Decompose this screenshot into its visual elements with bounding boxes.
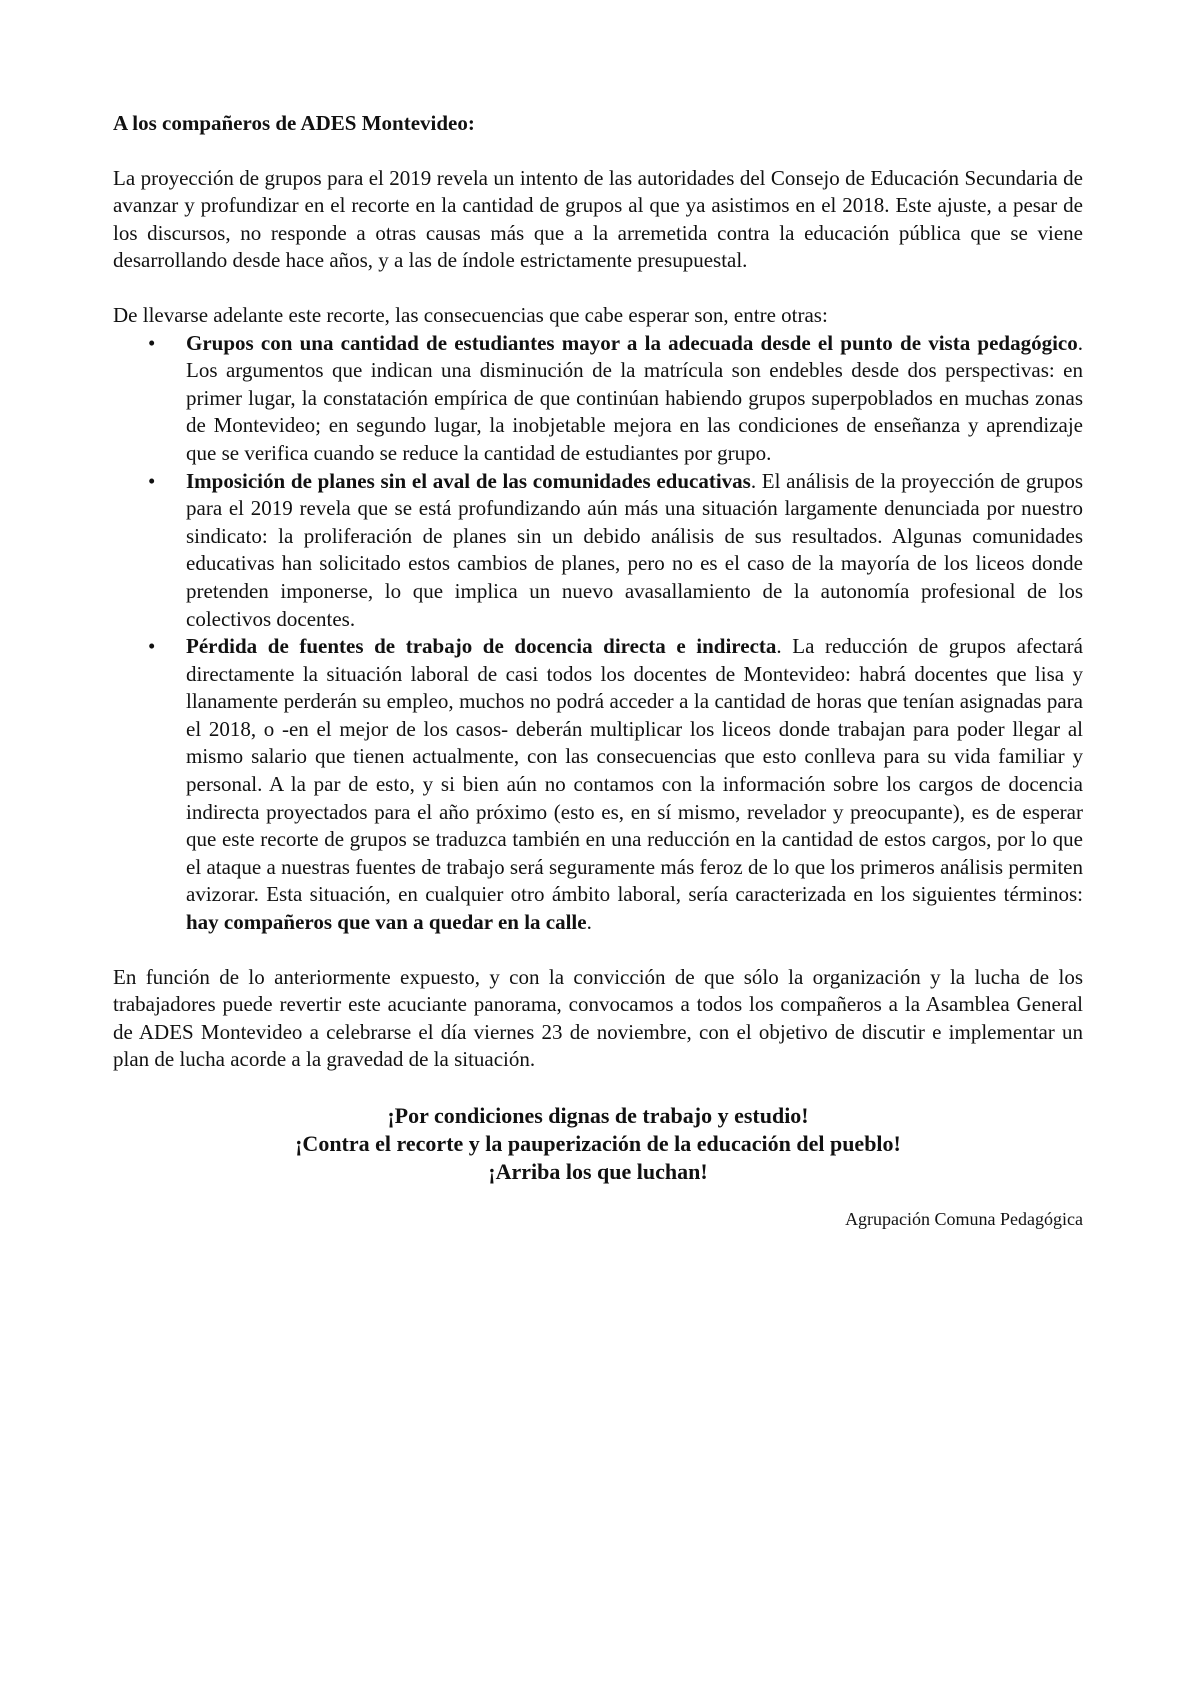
slogan-line: ¡Por condiciones dignas de trabajo y estudio! [387, 1103, 809, 1128]
greeting-heading: A los compañeros de ADES Montevideo: [113, 111, 475, 135]
document-page [113, 110, 1083, 1234]
consequence-body: . El análisis de la proyección de grupos para el 2019 revela que se está profundizando aún más una situación largamente denunciada por nuestro sindicato: la proliferación de planes sin un debido análisis de sus resultados. Algunas comunidades educativas han solicitado estos cambios de planes, pero no es el caso de la mayoría de los liceos donde pretenden imponerse, lo que implica un nuevo avasallamiento de la autonomía profesional de los colectivos docentes. [186, 468, 1083, 631]
slogan-line: ¡Arriba los que luchan! [488, 1159, 708, 1184]
consequence-title: Imposición de planes sin el aval de las comunidades educativas [186, 468, 751, 493]
bullet-icon: • [148, 468, 156, 493]
consequence-item [148, 330, 1083, 468]
consequences-lead: De llevarse adelante este recorte, las consecuencias que cabe esperar son, entre otras: [113, 302, 828, 327]
consequence-title: Grupos con una cantidad de estudiantes mayor a la adecuada desde el punto de vista pedagógico [186, 330, 1078, 355]
consequence-body: . Los argumentos que indican una disminución de la matrícula son endebles desde dos perspectivas: en primer lugar, la constatación empírica de que continúan habiendo grupos superpoblados en muchas zonas de Montevideo; en segundo lugar, la inobjetable mejora en las condiciones de enseñanza y aprendizaje que se verifica cuando se reduce la cantidad de estudiantes por grupo. [186, 330, 1083, 465]
bullet-icon: • [148, 330, 156, 355]
consequences-list [113, 330, 1083, 937]
consequence-tail: . [586, 910, 592, 935]
consequence-body: . La reducción de grupos afectará directamente la situación laboral de casi todos los docentes de Montevideo: habrá docentes que lisa y llanamente perderán su empleo, muchos no podrá acceder a la cantidad de horas que tenían asignadas para el 2018, o -en el mejor de los casos- deberán multiplicar los liceos donde trabajan para poder llegar al mismo salario que tienen actualmente, con las consecuencias que esto conlleva para su vida familiar y personal. A la par de esto, y si bien aún no contamos con la información sobre los cargos de docencia indirecta proyectados para el año próximo (esto es, en sí mismo, revelador y preocupante), es de esperar que este recorte de grupos se traduzca también en una reducción en la cantidad de estos cargos, por lo que el ataque a nuestras fuentes de trabajo será seguramente más feroz de lo que los primeros análisis permiten avizorar. Esta situación, en cualquier otro ámbito laboral, sería caracterizada en los siguientes términos: [186, 634, 1083, 907]
signature: Agrupación Comuna Pedagógica [845, 1209, 1083, 1229]
consequence-title: Pérdida de fuentes de trabajo de docencia directa e indirecta [186, 634, 777, 659]
consequence-emphasis: hay compañeros que van a quedar en la calle [186, 910, 587, 935]
slogan-line: ¡Contra el recorte y la pauperización de la educación del pueblo! [295, 1131, 901, 1156]
bullet-icon: • [148, 634, 156, 659]
intro-paragraph: La proyección de grupos para el 2019 revela un intento de las autoridades del Consejo de Educación Secundaria de avanzar y profundizar en el recorte en la cantidad de grupos al que ya asistimos en el 2018. Este ajuste, a pesar de los discursos, no responde a otras causas más que a la arremetida contra la educación pública que se viene desarrollando desde hace años, y a las de índole estrictamente presupuestal. [113, 165, 1083, 273]
consequence-item [148, 468, 1083, 634]
slogans-block [113, 1102, 1083, 1186]
consequence-item [148, 633, 1083, 937]
closing-paragraph: En función de lo anteriormente expuesto, y con la convicción de que sólo la organización y la lucha de los trabajadores puede revertir este acuciante panorama, convocamos a todos los compañeros a la Asamblea General de ADES Montevideo a celebrarse el día viernes 23 de noviembre, con el objetivo de discutir e implementar un plan de lucha acorde a la gravedad de la situación. [113, 964, 1083, 1072]
